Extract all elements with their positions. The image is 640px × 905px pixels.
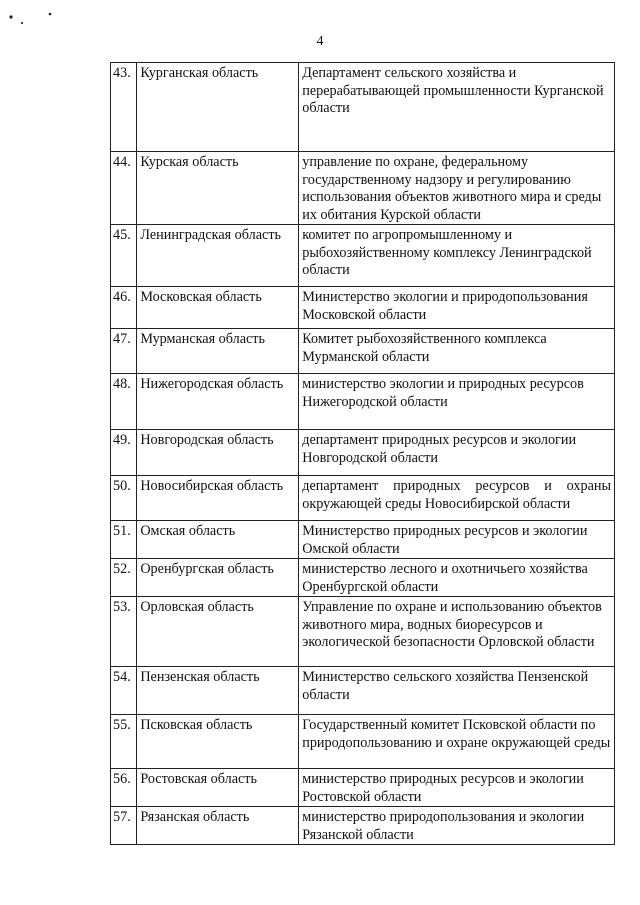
row-number: 53. — [111, 597, 137, 667]
region-name: Оренбургская область — [137, 559, 299, 597]
table-row — [111, 559, 615, 597]
region-name: Псковская область — [137, 715, 299, 769]
region-name: Курская область — [137, 152, 299, 225]
agency-name: комитет по агропромышленному и рыбохозяйственному комплексу Ленинградской области — [299, 225, 615, 287]
agency-name: департамент природных ресурсов и экологии Новгородской области — [299, 430, 615, 476]
row-number: 50. — [111, 476, 137, 521]
agency-name: министерство природопользования и экологии Рязанской области — [299, 807, 615, 845]
row-number: 48. — [111, 374, 137, 430]
agency-name: Комитет рыбохозяйственного комплекса Мурманской области — [299, 329, 615, 374]
agency-name: министерство природных ресурсов и экологии Ростовской области — [299, 769, 615, 807]
table-row — [111, 63, 615, 152]
row-number: 54. — [111, 667, 137, 715]
table-row — [111, 287, 615, 329]
region-name: Новгородская область — [137, 430, 299, 476]
region-name: Пензенская область — [137, 667, 299, 715]
region-name: Орловская область — [137, 597, 299, 667]
row-number: 55. — [111, 715, 137, 769]
regions-table — [110, 62, 615, 845]
row-number: 47. — [111, 329, 137, 374]
region-name: Курганская область — [137, 63, 299, 152]
table-row — [111, 329, 615, 374]
table-row — [111, 807, 615, 845]
table-row — [111, 667, 615, 715]
table-row — [111, 225, 615, 287]
row-number: 51. — [111, 521, 137, 559]
agency-name: министерство лесного и охотничьего хозяйства Оренбургской области — [299, 559, 615, 597]
table-row — [111, 521, 615, 559]
row-number: 52. — [111, 559, 137, 597]
agency-name: управление по охране, федеральному государственному надзору и регулированию использования объектов животного мира и среды их обитания Курской области — [299, 152, 615, 225]
row-number: 44. — [111, 152, 137, 225]
row-number: 49. — [111, 430, 137, 476]
row-number: 46. — [111, 287, 137, 329]
row-number: 43. — [111, 63, 137, 152]
agency-name: Государственный комитет Псковской области по природопользованию и охране окружающей среды — [299, 715, 615, 769]
region-name: Ленинградская область — [137, 225, 299, 287]
region-name: Омская область — [137, 521, 299, 559]
region-name: Рязанская область — [137, 807, 299, 845]
table-row — [111, 715, 615, 769]
row-number: 45. — [111, 225, 137, 287]
table-row — [111, 430, 615, 476]
scan-speckles — [8, 10, 78, 30]
table-row — [111, 769, 615, 807]
agency-name: министерство экологии и природных ресурсов Нижегородской области — [299, 374, 615, 430]
region-name: Ростовская область — [137, 769, 299, 807]
table-row — [111, 597, 615, 667]
region-name: Нижегородская область — [137, 374, 299, 430]
region-name: Мурманская область — [137, 329, 299, 374]
row-number: 56. — [111, 769, 137, 807]
table-row — [111, 152, 615, 225]
region-name: Новосибирская область — [137, 476, 299, 521]
agency-name: Департамент сельского хозяйства и перерабатывающей промышленности Курганской области — [299, 63, 615, 152]
page-number: 4 — [316, 34, 324, 49]
agency-name: Министерство природных ресурсов и экологии Омской области — [299, 521, 615, 559]
table-row — [111, 476, 615, 521]
agency-name: Министерство экологии и природопользования Московской области — [299, 287, 615, 329]
agency-name: департамент природных ресурсов и охраны окружающей среды Новосибирской области — [299, 476, 615, 521]
agency-name: Министерство сельского хозяйства Пензенской области — [299, 667, 615, 715]
region-name: Московская область — [137, 287, 299, 329]
agency-name: Управление по охране и использованию объектов животного мира, водных биоресурсов и экологической безопасности Орловской области — [299, 597, 615, 667]
row-number: 57. — [111, 807, 137, 845]
table-row — [111, 374, 615, 430]
